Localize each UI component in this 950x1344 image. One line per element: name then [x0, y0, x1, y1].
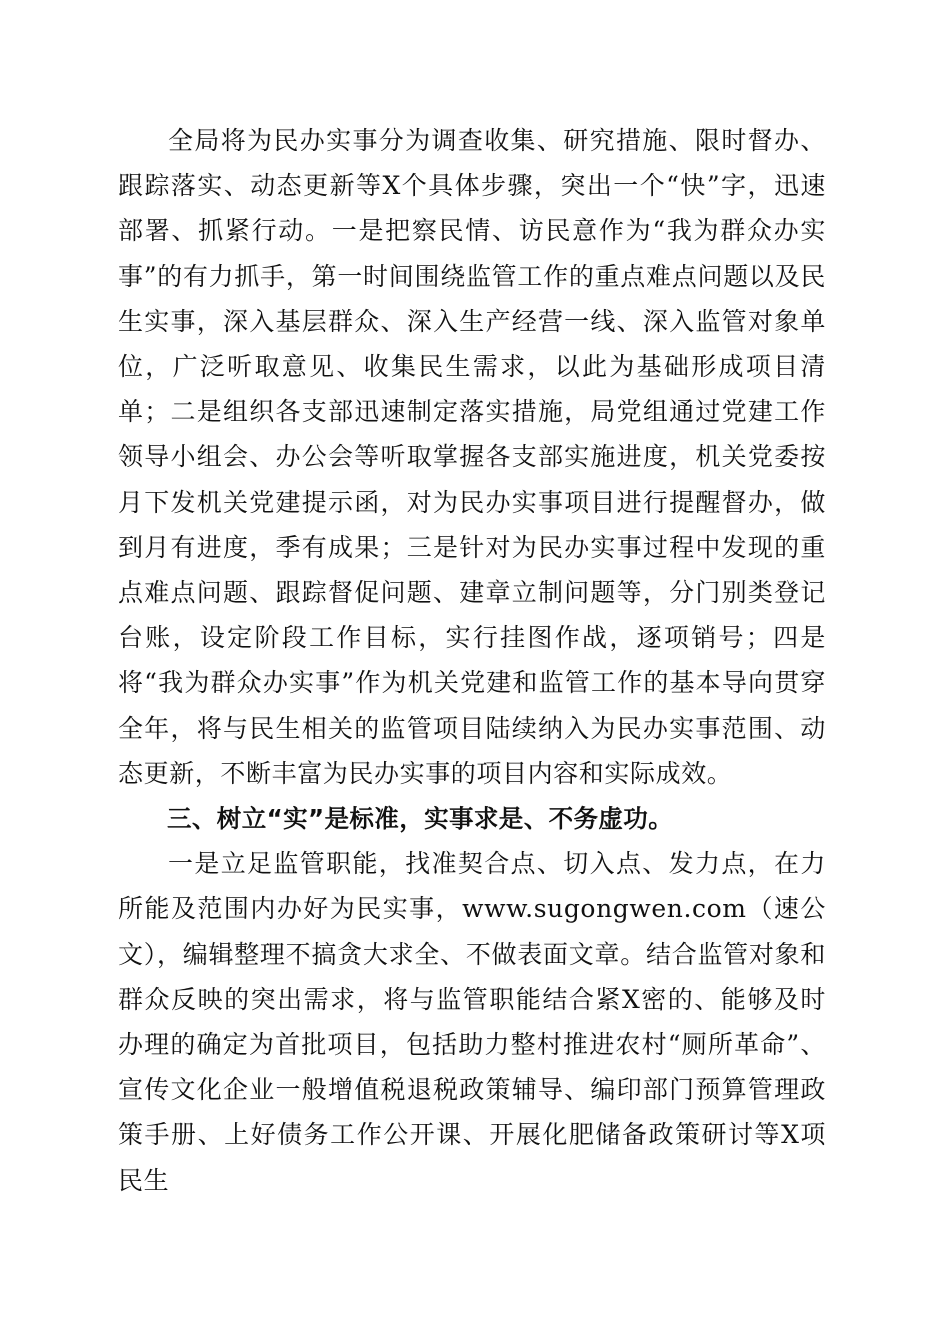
section-heading: 三、树立“实”是标准，实事求是、不务虚功。	[167, 804, 674, 834]
body-paragraph: 全局将为民办实事分为调查收集、研究措施、限时督办、跟踪落实、动态更新等X个具体步骤，突出一个“快”字，迅速部署、抓紧行动。一是把察民情、访民意作为“我为群众办实事”的有力抓手，第一时间围绕监管工作的重点难点问题以及民生实事，深入基层群众、深入生产经营一线、深入监管对象单位，广泛听取意见、收集民生需求，以此为基础形成项目清单；二是组织各支部迅速制定落实措施，局党组通过党建工作领导小组会、办公会等听取掌握各支部实施进度，机关党委按月下发机关党建提示函，对为民办实事项目进行提醒督办，做到月有进度，季有成果；三是针对为民办实事过程中发现的重点难点问题、跟踪督促问题、建章立制问题等，分门别类登记台账，设定阶段工作目标，实行挂图作战，逐项销号；四是将“我为群众办实事”作为机关党建和监管工作的基本导向贯穿全年，将与民生相关的监管项目陆续纳入为民办实事范围、动态更新，不断丰富为民办实事的项目内容和实际成效。	[118, 126, 826, 788]
document-body	[118, 118, 826, 1203]
body-paragraph: 一是立足监管职能，找准契合点、切入点、发力点，在力所能及范围内办好为民实事，www.sugongwen.com（速公文），编辑整理不搞贪大求全、不做表面文章。结合监管对象和群众反映的突出需求，将与监管职能结合紧X密的、能够及时办理的确定为首批项目，包括助力整村推进农村“厕所革命”、宣传文化企业一般增值税退税政策辅导、编印部门预算管理政策手册、上好债务工作公开课、开展化肥储备政策研讨等X项民生	[118, 849, 826, 1195]
